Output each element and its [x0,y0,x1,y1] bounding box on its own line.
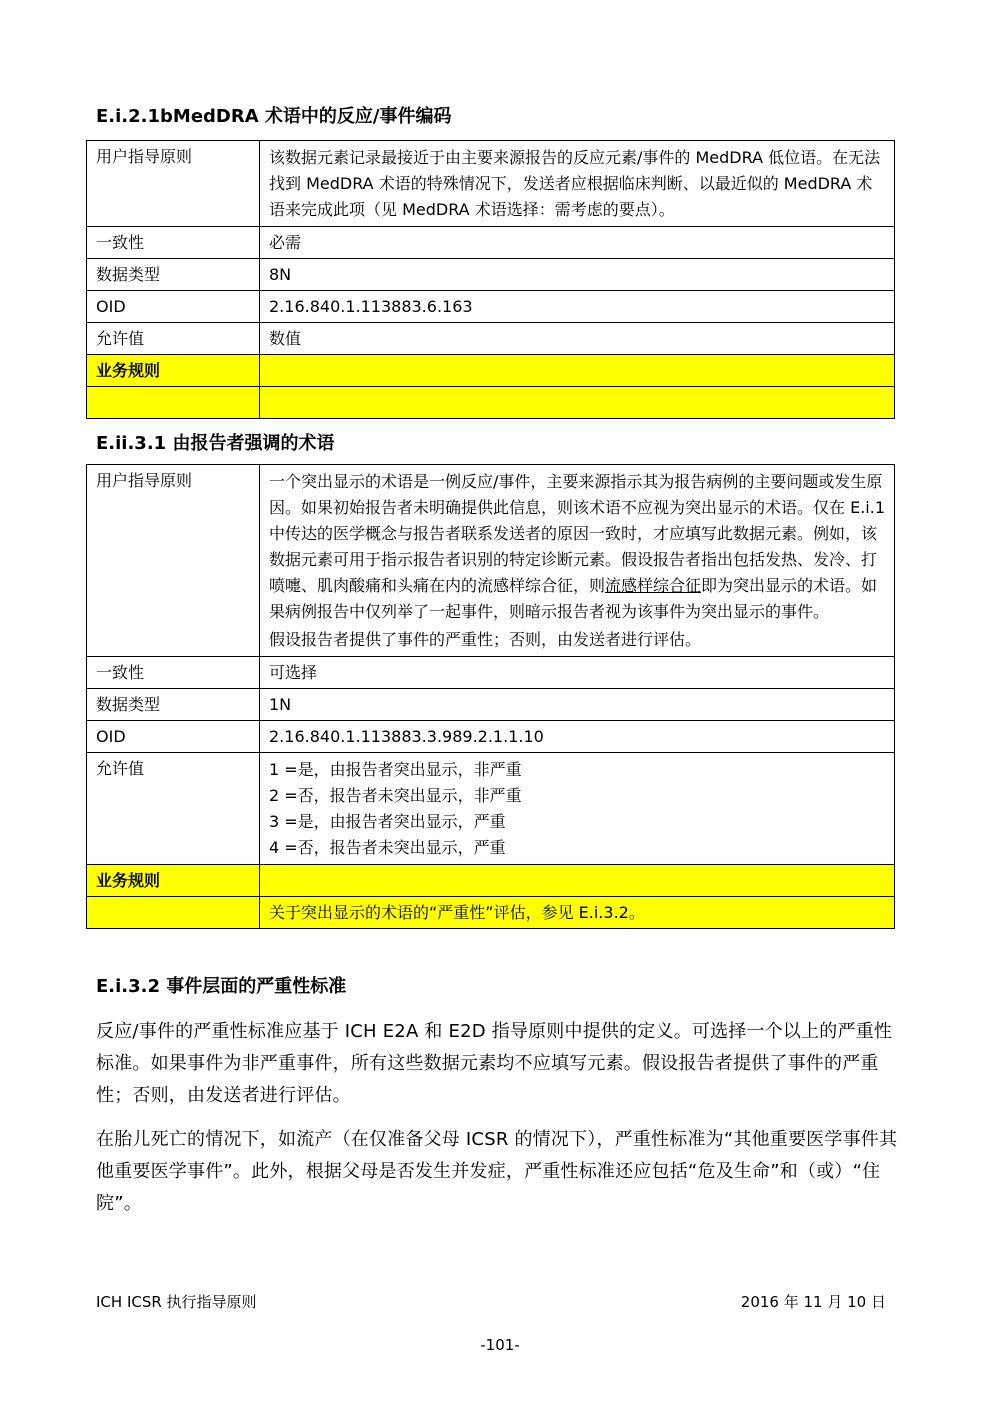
allowed-values-value: 数值 [260,323,895,355]
business-rules-header-blank [260,865,895,897]
guidance-underlined-term: 流感样综合征 [605,576,702,595]
footer-date: 2016 年 11 月 10 日 [740,1293,886,1311]
business-rules-label: 业务规则 [87,865,260,897]
business-rules-value [260,387,895,419]
table-row [87,753,895,865]
allowed-value-item: 4 =否，报告者未突出显示，严重 [269,838,506,857]
business-rules-header-blank [260,355,895,387]
footer-document-title: ICH ICSR 执行指导原则 [96,1293,257,1311]
section-heading-e-i-2-1b: E.i.2.1bMedDRA 术语中的反应/事件编码 [96,106,452,127]
table-row [87,465,895,657]
business-rules-value: 关于突出显示的术语的“严重性”评估，参见 E.i.3.2。 [260,897,895,929]
allowed-value-item: 1 =是，由报告者突出显示，非严重 [269,760,522,779]
datatype-label: 数据类型 [87,259,260,291]
guidance-text [269,469,885,625]
guidance-cell [260,141,895,227]
datatype-label: 数据类型 [87,689,260,721]
guidance-label: 用户指导原则 [87,141,260,227]
body-paragraph-1: 反应/事件的严重性标准应基于 ICH E2A 和 E2D 指导原则中提供的定义。可选择一个以上的严重性标准。如果事件为非严重事件，所有这些数据元素均不应填写元素。假设报告者提供了事件的严重性；否则，由发送者进行评估。 [96,1021,893,1106]
allowed-values-list [260,753,895,865]
conformance-value: 必需 [260,227,895,259]
guidance-text-part-b: 即为突出显示的术语。如果病例报告中仅列举了一起事件，则暗示报告者视为该事件为突出显示的事件。 [269,576,878,621]
table-row [87,323,895,355]
datatype-value: 1N [260,689,895,721]
oid-label: OID [87,291,260,323]
guidance-label: 用户指导原则 [87,465,260,657]
allowed-value-item: 3 =是，由报告者突出显示，严重 [269,812,506,831]
business-rules-content-row [87,387,895,419]
business-rules-row [87,865,895,897]
conformance-value: 可选择 [260,657,895,689]
business-rules-blank-cell [87,387,260,419]
business-rules-label: 业务规则 [87,355,260,387]
table-row [87,291,895,323]
spec-table-e-i-2-1b [86,140,895,419]
conformance-label: 一致性 [87,657,260,689]
table-row [87,689,895,721]
oid-value: 2.16.840.1.113883.3.989.2.1.1.10 [260,721,895,753]
allowed-value-item: 2 =否，报告者未突出显示，非严重 [269,786,522,805]
table-row [87,141,895,227]
table-row [87,259,895,291]
business-rules-content-row [87,897,895,929]
guidance-text-2: 假设报告者提供了事件的严重性；否则，由发送者进行评估。 [269,630,702,649]
datatype-value: 8N [260,259,895,291]
table-row [87,227,895,259]
table-row [87,721,895,753]
page-number: -101- [480,1336,520,1354]
section-heading-e-i-3-2: E.i.3.2 事件层面的严重性标准 [96,976,347,997]
oid-value: 2.16.840.1.113883.6.163 [260,291,895,323]
guidance-text: 该数据元素记录最接近于由主要来源报告的反应元素/事件的 MedDRA 低位语。在无法找到 MedDRA 术语的特殊情况下，发送者应根据临床判断、以最近似的 MedDRA 术语来完成此项（见 MedDRA 术语选择：需考虑的要点）。 [269,148,881,219]
table-row [87,657,895,689]
body-paragraph-2: 在胎儿死亡的情况下，如流产（在仅准备父母 ICSR 的情况下），严重性标准为“其他重要医学事件其他重要医学事件”。此外，根据父母是否发生并发症，严重性标准还应包括“危及生命”和（或）“住院”。 [96,1129,898,1214]
allowed-values-label: 允许值 [87,753,260,865]
section-heading-e-ii-3-1: E.ii.3.1 由报告者强调的术语 [96,433,335,454]
guidance-cell [260,465,895,657]
business-rules-row [87,355,895,387]
business-rules-blank-cell [87,897,260,929]
conformance-label: 一致性 [87,227,260,259]
allowed-values-label: 允许值 [87,323,260,355]
guidance-text-part-a: 一个突出显示的术语是一例反应/事件，主要来源指示其为报告病例的主要问题或发生原因。如果初始报告者未明确提供此信息，则该术语不应视为突出显示的术语。仅在 E.i.1 中传达的医学概念与报告者联系发送者的原因一致时，才应填写此数据元素。例如，该数据元素可用于指示报告者识别的特定诊断元素。假设报告者指出包括发热、发冷、打喷嚏、肌肉酸痛和头痛在内的流感样综合征，则 [269,472,885,595]
oid-label: OID [87,721,260,753]
spec-table-e-ii-3-1 [86,464,895,929]
